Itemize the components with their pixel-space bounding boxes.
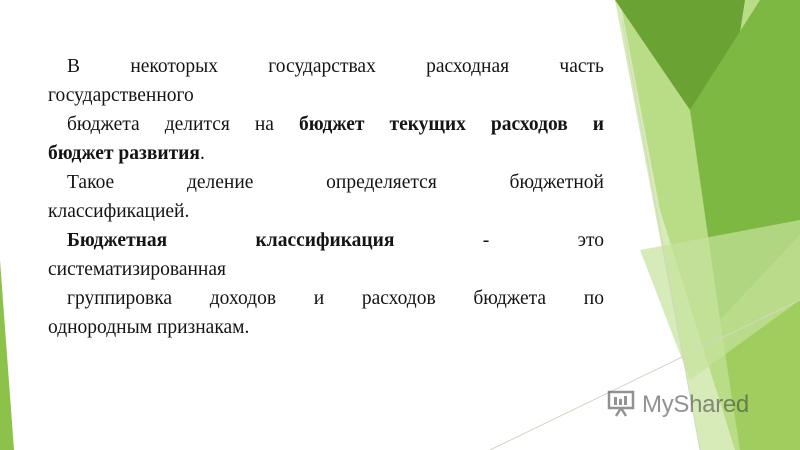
paragraph-1-line-1 — [48, 52, 604, 81]
bold-word: расходов — [490, 114, 568, 135]
word: - — [482, 230, 490, 251]
word: на — [254, 114, 274, 135]
presentation-board-icon — [606, 388, 636, 423]
paragraph-2-line-2 — [48, 139, 604, 168]
word: это — [577, 230, 604, 251]
paragraph-1 — [48, 52, 604, 110]
watermark-text: MyShared — [642, 391, 749, 418]
bold-word: и — [592, 114, 604, 135]
paragraph-3-line-2 — [48, 197, 604, 226]
paragraph-1-line-2 — [48, 81, 604, 110]
punctuation: . — [199, 143, 205, 164]
bold-phrase: бюджет развития — [48, 143, 200, 164]
word: группировка — [67, 288, 173, 309]
word: бюджета — [473, 288, 547, 309]
word: определяется — [326, 172, 437, 193]
paragraph-5-line-2 — [48, 313, 604, 342]
word: однородным признакам. — [48, 317, 250, 338]
word: и — [313, 288, 325, 309]
slide-text-body — [48, 52, 604, 342]
bold-word: текущих — [389, 114, 466, 135]
word: расходов — [361, 288, 436, 309]
word: по — [583, 288, 604, 309]
myshared-watermark — [606, 388, 766, 422]
paragraph-4-line-1 — [48, 226, 604, 255]
word: бюджета — [67, 114, 140, 135]
word: доходов — [209, 288, 277, 309]
paragraph-5 — [48, 284, 604, 342]
word: некоторых — [130, 56, 218, 77]
paragraph-2 — [48, 110, 604, 168]
paragraph-3 — [48, 168, 604, 226]
paragraph-2-line-1 — [48, 110, 604, 139]
bold-word: Бюджетная — [67, 230, 168, 251]
word: государственного — [48, 85, 194, 106]
bold-word: бюджет — [298, 114, 365, 135]
word: В — [67, 56, 81, 77]
word: делится — [164, 114, 230, 135]
paragraph-3-line-1 — [48, 168, 604, 197]
paragraph-4 — [48, 226, 604, 284]
left-green-strip — [0, 260, 14, 450]
word: бюджетной — [509, 172, 604, 193]
word: Такое — [67, 172, 115, 193]
bold-word: классификация — [255, 230, 395, 251]
word: систематизированная — [48, 259, 226, 280]
word: расходная — [426, 56, 510, 77]
word: деление — [186, 172, 254, 193]
word: государствах — [268, 56, 376, 77]
word: классификацией. — [48, 201, 190, 222]
paragraph-5-line-1 — [48, 284, 604, 313]
word: часть — [559, 56, 604, 77]
paragraph-4-line-2 — [48, 255, 604, 284]
